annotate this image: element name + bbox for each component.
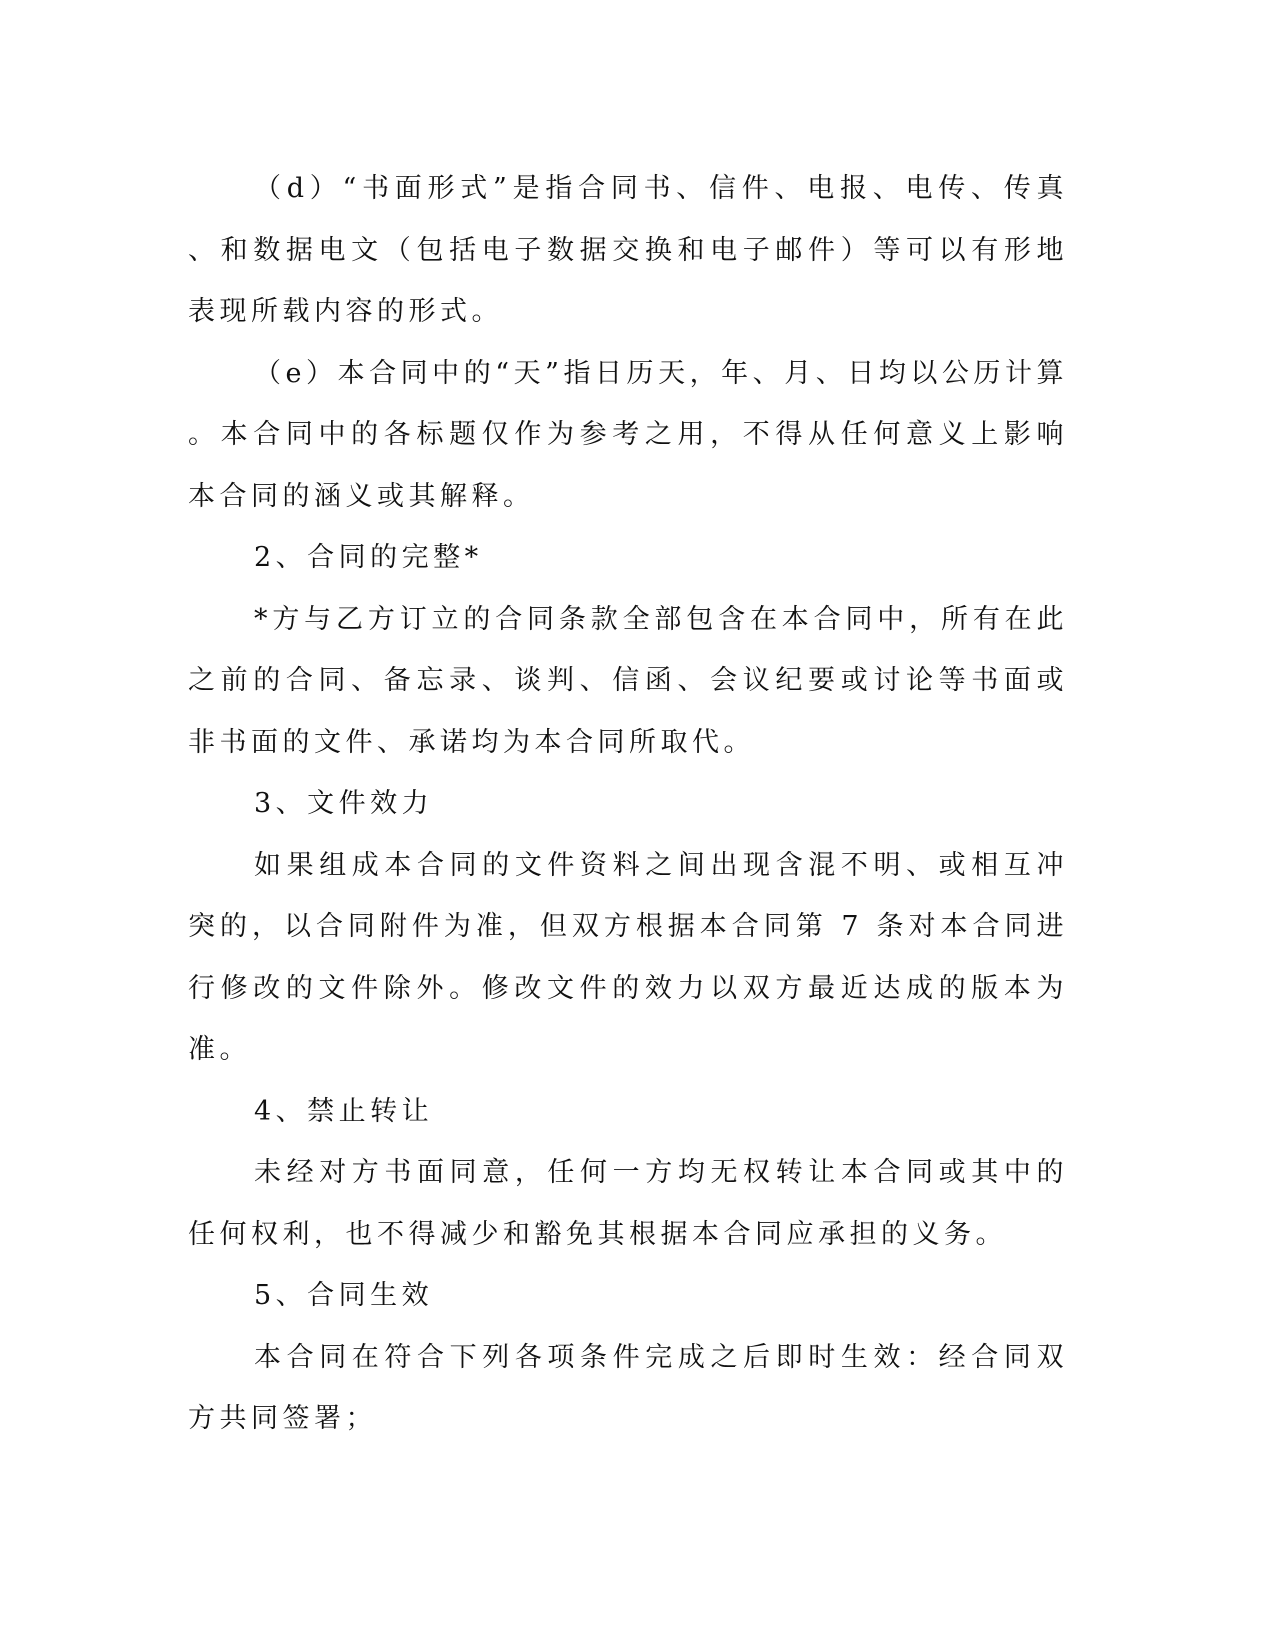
section-heading-entire-agreement: 2、合同的完整* <box>254 542 483 573</box>
section-heading-document-validity: 3、文件效力 <box>254 788 434 819</box>
section-heading-no-assignment: 4、禁止转让 <box>254 1095 434 1127</box>
paragraph-definition-day: （e）本合同中的“天”指日历天，年、月、日均以公历计算。本合同中的各标题仅作为参考之用，不得从任何意义上影响本合同的涵义或其解释。 <box>188 357 1068 512</box>
paragraph-no-assignment: 未经对方书面同意，任何一方均无权转让本合同或其中的任何权利，也不得减少和豁免其根据本合同应承担的义务。 <box>188 1157 1068 1250</box>
paragraph-document-validity: 如果组成本合同的文件资料之间出现含混不明、或相互冲突的，以合同附件为准，但双方根据本合同第 7 条对本合同进行修改的文件除外。修改文件的效力以双方最近达成的版本为准。 <box>188 849 1068 1065</box>
paragraph-effectiveness: 本合同在符合下列各项条件完成之后即时生效：经合同双方共同签署； <box>188 1341 1068 1434</box>
document-body <box>188 158 1068 1450</box>
paragraph-definition-written-form: （d）“书面形式”是指合同书、信件、电报、电传、传真、和数据电文（包括电子数据交换和电子邮件）等可以有形地表现所载内容的形式。 <box>188 173 1068 327</box>
section-heading-effectiveness: 5、合同生效 <box>254 1280 434 1311</box>
paragraph-entire-agreement: *方与乙方订立的合同条款全部包含在本合同中，所有在此之前的合同、备忘录、谈判、信函、会议纪要或讨论等书面或非书面的文件、承诺均为本合同所取代。 <box>188 603 1068 758</box>
